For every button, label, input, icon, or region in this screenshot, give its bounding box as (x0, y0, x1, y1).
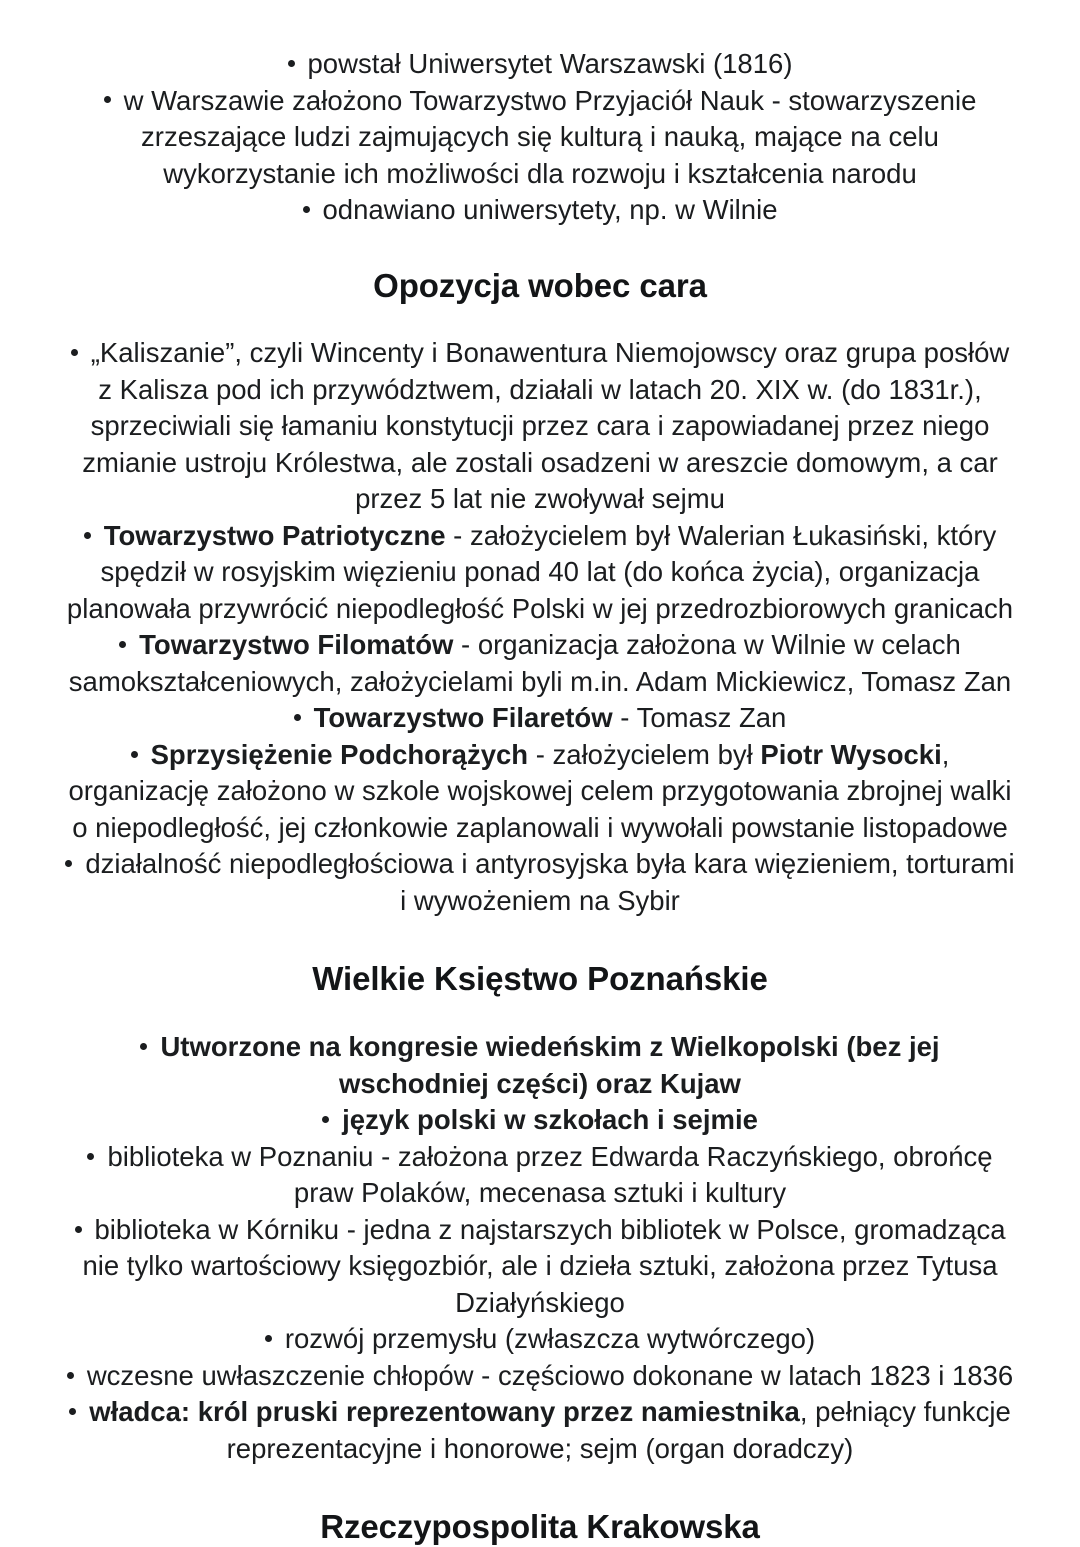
section-heading-wielkie-ksiestwo: Wielkie Księstwo Poznańskie (312, 960, 768, 998)
bullet-dot-icon (265, 1335, 272, 1342)
list-item-text: wczesne uwłaszczenie chłopów - częściowo dokonane w latach 1823 i 1836 (86, 1359, 1014, 1391)
list-item (64, 737, 1016, 847)
list-item (64, 1321, 1016, 1358)
list-item (64, 846, 1016, 919)
list-item-text-tail: , organizację założono w szkole wojskowej celem przygotowania zbrojnej walki o niepodległość, jej członkowie zaplanowali i wywołali powstanie listopadowe (68, 738, 1012, 843)
bullet-dot-icon (71, 349, 78, 356)
bullet-dot-icon (65, 860, 72, 867)
list-item-text: działalność niepodległościowa i antyrosyjska była kara więzieniem, torturami i wywożeniem na Sybir (85, 848, 1015, 916)
bullet-dot-icon (67, 1372, 74, 1379)
list-item (64, 1212, 1016, 1322)
bullet-dot-icon (322, 1116, 329, 1123)
section-heading-opozycja: Opozycja wobec cara (373, 266, 707, 304)
list-item-text: - Tomasz Zan (612, 702, 787, 734)
list-item-text: , pełniący funkcje reprezentacyjne i honorowe; sejm (organ doradczy) (226, 1396, 1011, 1464)
bullet-dot-icon (140, 1043, 147, 1050)
bullet-dot-icon (131, 751, 138, 758)
bullet-dot-icon (294, 714, 301, 721)
list-item (64, 83, 1016, 193)
list-item-term: Towarzystwo Patriotyczne (103, 519, 446, 551)
list-item-text: powstał Uniwersytet Warszawski (1816) (307, 48, 793, 79)
list-item-text: odnawiano uniwersytety, np. w Wilnie (322, 194, 778, 225)
list-item-text: - założycielem był (528, 738, 761, 770)
bullet-dot-icon (84, 532, 91, 539)
list-item-term: Towarzystwo Filomatów (139, 629, 454, 661)
list-item-term: władca: król pruski reprezentowany przez namiestnika (89, 1396, 800, 1428)
list-item (64, 627, 1016, 700)
list-item (64, 192, 1016, 229)
list-item-text: - założycielem był Walerian Łukasiński, który spędził w rosyjskim więzieniu ponad 40 lat (do końca życia), organizacja planowała przywrócić niepodległość Polski w jej przedrozbiorowych granicach (66, 519, 1014, 624)
list-item (64, 1139, 1016, 1212)
list-item-text: „Kaliszanie”, czyli Wincenty i Bonawentura Niemojowscy oraz grupa posłów z Kalisza pod ich przywództwem, działali w latach 20. XIX w. (do 1831r.), sprzeciwiali się łamaniu konstytucji przez cara i zapowiadanej przez niego zmianie ustroju Królestwa, ale zostali osadzeni w areszcie domowym, a car przez 5 lat nie zwoływał sejmu (82, 337, 1010, 515)
list-item-term: Sprzysiężenie Podchorążych (150, 738, 529, 770)
bullet-dot-icon (75, 1226, 82, 1233)
bullet-dot-icon (104, 96, 111, 103)
list-item-text: język polski w szkołach i sejmie (342, 1104, 758, 1136)
list-item (64, 1102, 1016, 1139)
section-heading-rzeczypospolita-krakowska: Rzeczypospolita Krakowska (320, 1508, 760, 1546)
bullet-dot-icon (87, 1153, 94, 1160)
list-item-text: biblioteka w Kórniku - jedna z najstarszych bibliotek w Polsce, gromadząca nie tylko wartościowy księgozbiór, ale i dzieła sztuki, założona przez Tytusa Działyńskiego (82, 1213, 1006, 1318)
list-item (64, 1394, 1016, 1467)
list-item (64, 46, 1016, 83)
bullet-dot-icon (303, 206, 310, 213)
bullet-dot-icon (69, 1408, 76, 1415)
list-item-term: Towarzystwo Filaretów (313, 702, 613, 734)
list-item-text: rozwój przemysłu (zwłaszcza wytwórczego) (284, 1323, 816, 1355)
bullet-dot-icon (119, 641, 126, 648)
list-item-text: biblioteka w Poznaniu - założona przez Edwarda Raczyńskiego, obrońcę praw Polaków, mecenasa sztuki i kultury (107, 1140, 993, 1209)
bullet-dot-icon (288, 60, 295, 67)
list-item (64, 518, 1016, 628)
list-item-emphasis: Piotr Wysocki (760, 738, 942, 770)
list-item (64, 700, 1016, 737)
list-item-text: Utworzone na kongresie wiedeńskim z Wielkopolski (bez jej wschodniej części) oraz Kujaw (160, 1031, 940, 1099)
list-item-text: - organizacja założona w Wilnie w celach samokształceniowych, założycielami byli m.in. Adam Mickiewicz, Tomasz Zan (68, 629, 1012, 697)
list-item (64, 1029, 1016, 1102)
notes-content (64, 46, 1016, 1547)
list-item (64, 1358, 1016, 1395)
list-item-text: w Warszawie założono Towarzystwo Przyjaciół Nauk - stowarzyszenie zrzeszające ludzi zajmujących się kulturą i nauką, mające na celu wykorzystanie ich możliwości dla rozwoju i kształcenia narodu (123, 84, 977, 189)
list-item (64, 335, 1016, 518)
